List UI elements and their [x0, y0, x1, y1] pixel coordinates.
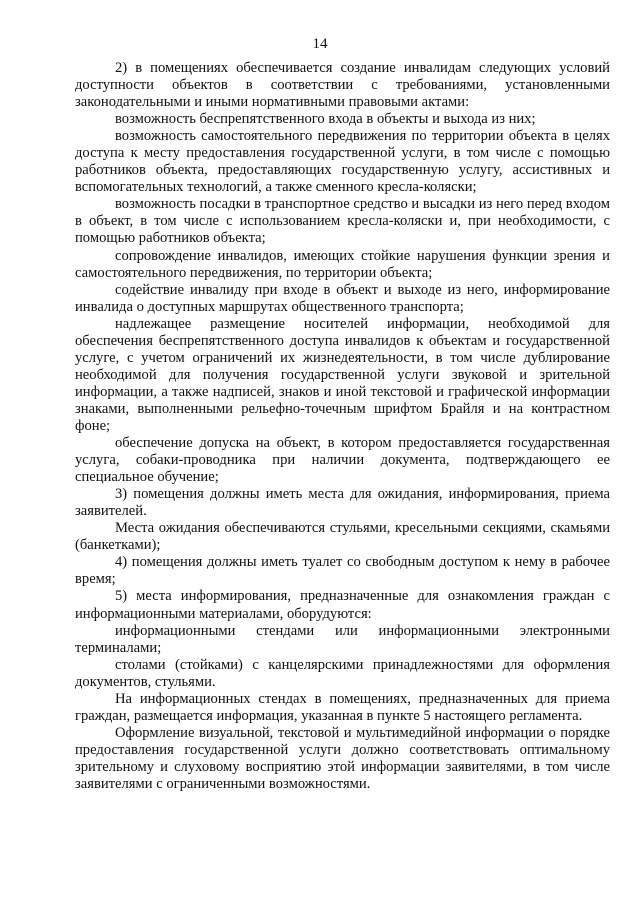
paragraph: содействие инвалиду при входе в объект и выходе из него, информирование инвалида о доступных маршрутах общественного транспорта;: [75, 281, 610, 315]
paragraph: столами (стойками) с канцелярскими принадлежностями для оформления документов, стульями.: [75, 656, 610, 690]
paragraph: сопровождение инвалидов, имеющих стойкие нарушения функции зрения и самостоятельного передвижения, по территории объекта;: [75, 247, 610, 281]
paragraph: возможность самостоятельного передвижения по территории объекта в целях доступа к месту предоставления государственной услуги, в том числе с помощью работников объекта, предоставляющих государственную услугу, ассистивных и вспомогательных технологий, а также сменного кресла-коляски;: [75, 128, 610, 196]
paragraph: возможность беспрепятственного входа в объекты и выхода из них;: [115, 111, 536, 128]
paragraph: 3) помещения должны иметь места для ожидания, информирования, приема заявителей.: [75, 486, 610, 520]
paragraph: обеспечение допуска на объект, в котором предоставляется государственная услуга, собаки-проводника при наличии документа, подтверждающего ее специальное обучение;: [75, 435, 610, 486]
paragraph: надлежащее размещение носителей информации, необходимой для обеспечения беспрепятственного доступа инвалидов к объектам и государственной услуге, с учетом ограничений их жизнедеятельности, в том числе дублирование необходимой для получения государственной услуги звуковой и зрительной информации, а также надписей, знаков и иной текстовой и графической информации знаками, выполненными рельефно-точечным шрифтом Брайля и на контрастном фоне;: [75, 315, 610, 434]
paragraph: На информационных стендах в помещениях, предназначенных для приема граждан, размещается информация, указанная в пункте 5 настоящего регламента.: [75, 690, 610, 724]
document-body: [75, 60, 610, 793]
paragraph: 4) помещения должны иметь туалет со свободным доступом к нему в рабочее время;: [75, 554, 610, 588]
paragraph: 2) в помещениях обеспечивается создание инвалидам следующих условий доступности объектов в соответствии с требованиями, установленными законодательными и иными нормативными правовыми актами:: [75, 60, 610, 111]
paragraph: информационными стендами или информационными электронными терминалами;: [75, 622, 610, 656]
paragraph: Оформление визуальной, текстовой и мультимедийной информации о порядке предоставления государственной услуги должно соответствовать оптимальному зрительному и слуховому восприятию этой информации заявителями, в том числе заявителями с ограниченными возможностями.: [75, 724, 610, 792]
paragraph: возможность посадки в транспортное средство и высадки из него перед входом в объект, в том числе с использованием кресла-коляски и, при необходимости, с помощью работников объекта;: [75, 196, 610, 247]
paragraph: Места ожидания обеспечиваются стульями, кресельными секциями, скамьями (банкетками);: [75, 520, 610, 554]
page-number: 14: [312, 36, 328, 52]
paragraph: 5) места информирования, предназначенные для ознакомления граждан с информационными материалами, оборудуются:: [75, 588, 610, 622]
